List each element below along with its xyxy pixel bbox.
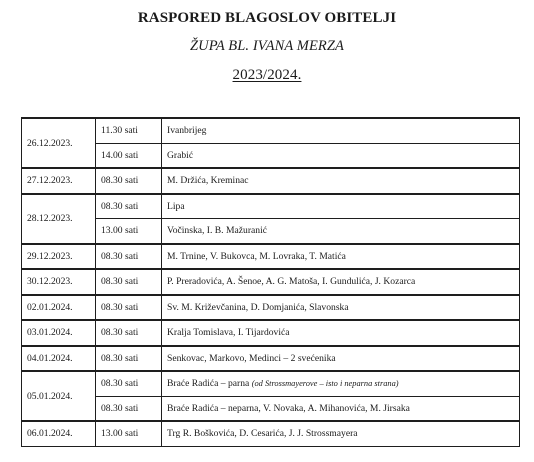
schedule-row xyxy=(22,194,520,219)
schedule-time: 08.30 sati xyxy=(96,244,162,270)
schedule-location xyxy=(162,269,520,295)
schedule-date: 29.12.2023. xyxy=(22,244,96,270)
schedule-row xyxy=(22,421,520,446)
schedule-time: 08.30 sati xyxy=(96,320,162,346)
schedule-row xyxy=(22,396,520,421)
schedule-row xyxy=(22,143,520,168)
location-text: M. Držića, Kreminac xyxy=(167,175,249,187)
schedule-date: 26.12.2023. xyxy=(22,118,96,168)
location-text: Braće Radića – neparna, V. Novaka, A. Mihanovića, M. Jirsaka xyxy=(167,402,410,414)
schedule-location xyxy=(162,346,520,372)
schedule-time: 08.30 sati xyxy=(96,396,162,421)
schedule-location xyxy=(162,194,520,219)
schedule-location xyxy=(162,168,520,194)
schedule-row xyxy=(22,219,520,244)
schedule-row xyxy=(22,168,520,194)
schedule-row xyxy=(22,295,520,321)
schedule-date: 28.12.2023. xyxy=(22,194,96,244)
location-text: Braće Radića – parna xyxy=(167,378,252,390)
schedule-date: 06.01.2024. xyxy=(22,421,96,446)
schedule-time: 13.00 sati xyxy=(96,421,162,446)
location-text: Senkovac, Markovo, Medinci – 2 svećenika xyxy=(167,352,336,364)
schedule-row xyxy=(22,346,520,372)
schedule-row xyxy=(22,118,520,143)
schedule-location xyxy=(162,371,520,396)
location-note: (od Strossmayerove – isto i neparna strana) xyxy=(251,379,399,389)
location-text: Sv. M. Križevčanina, D. Domjanića, Slavonska xyxy=(167,301,349,313)
schedule-location xyxy=(162,143,520,168)
schedule-location xyxy=(162,396,520,421)
schedule-date: 05.01.2024. xyxy=(22,371,96,421)
document-title: RASPORED BLAGOSLOV OBITELJI xyxy=(137,10,397,26)
schedule-row xyxy=(22,244,520,270)
schedule-location xyxy=(162,320,520,346)
schedule-time: 13.00 sati xyxy=(96,219,162,244)
schedule-body xyxy=(22,118,520,446)
schedule-date: 02.01.2024. xyxy=(22,295,96,321)
schedule-location xyxy=(162,118,520,143)
schedule-row xyxy=(22,320,520,346)
schedule-location xyxy=(162,244,520,270)
parish-name: ŽUPA BL. IVANA MERZA xyxy=(190,38,344,54)
location-text: P. Preradovića, A. Šenoe, A. G. Matoša, I. Gundulića, J. Kozarca xyxy=(167,276,416,288)
schedule-location xyxy=(162,421,520,446)
location-text: Lipa xyxy=(167,200,185,212)
schedule-location xyxy=(162,295,520,321)
schedule-location xyxy=(162,219,520,244)
location-text: Grabić xyxy=(167,149,194,161)
schedule-time: 08.30 sati xyxy=(96,295,162,321)
schedule-time: 08.30 sati xyxy=(96,346,162,372)
year-heading: 2023/2024. xyxy=(232,67,302,83)
schedule-date: 30.12.2023. xyxy=(22,269,96,295)
schedule-date: 04.01.2024. xyxy=(22,346,96,372)
schedule-date: 03.01.2024. xyxy=(22,320,96,346)
location-text: M. Trnine, V. Bukovca, M. Lovraka, T. Matića xyxy=(167,250,346,262)
location-text: Vočinska, I. B. Mažuranić xyxy=(167,225,267,237)
schedule-table xyxy=(21,117,520,447)
schedule-time: 08.30 sati xyxy=(96,194,162,219)
schedule-time: 14.00 sati xyxy=(96,143,162,168)
schedule-time: 08.30 sati xyxy=(96,269,162,295)
schedule-row xyxy=(22,269,520,295)
schedule-date: 27.12.2023. xyxy=(22,168,96,194)
location-text: Trg R. Boškovića, D. Cesarića, J. J. Strossmayera xyxy=(167,428,358,440)
location-text: Ivanbrijeg xyxy=(167,125,207,137)
schedule-time: 11.30 sati xyxy=(96,118,162,143)
schedule-time: 08.30 sati xyxy=(96,371,162,396)
schedule-row xyxy=(22,371,520,396)
schedule-time: 08.30 sati xyxy=(96,168,162,194)
location-text: Kralja Tomislava, I. Tijardovića xyxy=(167,327,290,339)
